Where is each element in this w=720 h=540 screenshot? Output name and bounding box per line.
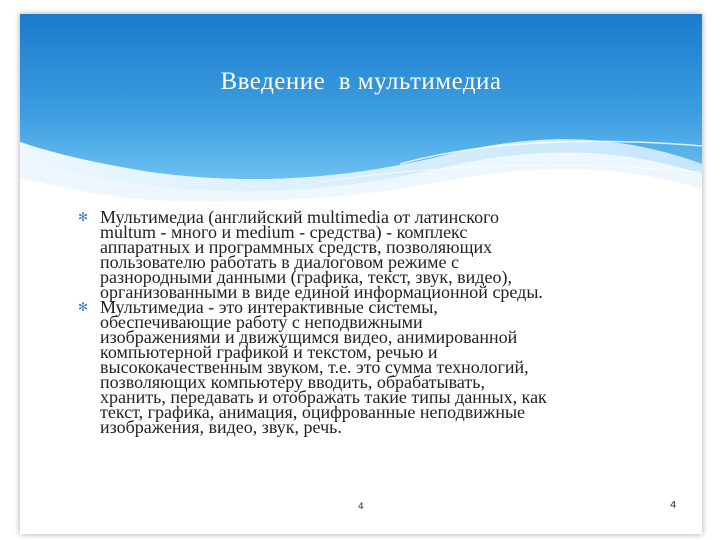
slide-title: Введение в мультимедиа: [220, 68, 502, 95]
text-line: высококачественным звуком, т.е. это сумма технологий,: [100, 357, 529, 377]
page-number-right: 4: [670, 500, 677, 511]
slide: [20, 14, 702, 534]
text-line: организованными в виде единой информационной среды.: [100, 282, 543, 302]
text-line: Мультимедиа - это интерактивные системы,: [100, 297, 438, 317]
text-line: multum - много и medium - средства) - комплекс: [100, 222, 468, 242]
wave-background: [20, 14, 702, 204]
text-line: компьютерной графикой и текстом, речью и: [100, 342, 438, 362]
header-wave-banner: [20, 14, 702, 204]
text-line: позволяющих компьютеру вводить, обрабатывать,: [100, 372, 486, 392]
page-number-center: 4: [358, 502, 364, 512]
slide-content: [78, 207, 658, 437]
asterisk-bullet-icon: ✻: [78, 300, 89, 314]
bullet-item: [78, 207, 658, 302]
bullet-item: [78, 297, 658, 437]
text-line: текст, графика, анимация, оцифрованные неподвижные: [100, 402, 526, 422]
text-line: пользователю работать в диалоговом режиме с: [100, 252, 459, 272]
text-line: Мультимедиа (английский multimedia от латинского: [100, 207, 500, 227]
text-line: разнородными данными (графика, текст, звук, видео),: [100, 267, 512, 287]
text-line: хранить, передавать и отображать такие типы данных, как: [100, 387, 547, 407]
text-line: изображения, видео, звук, речь.: [100, 417, 342, 437]
asterisk-bullet-icon: ✻: [78, 210, 89, 224]
text-line: обеспечивающие работу с неподвижными: [100, 312, 423, 332]
text-line: изображениями и движущимся видео, анимированной: [100, 327, 518, 347]
text-line: аппаратных и программных средств, позволяющих: [100, 237, 493, 257]
